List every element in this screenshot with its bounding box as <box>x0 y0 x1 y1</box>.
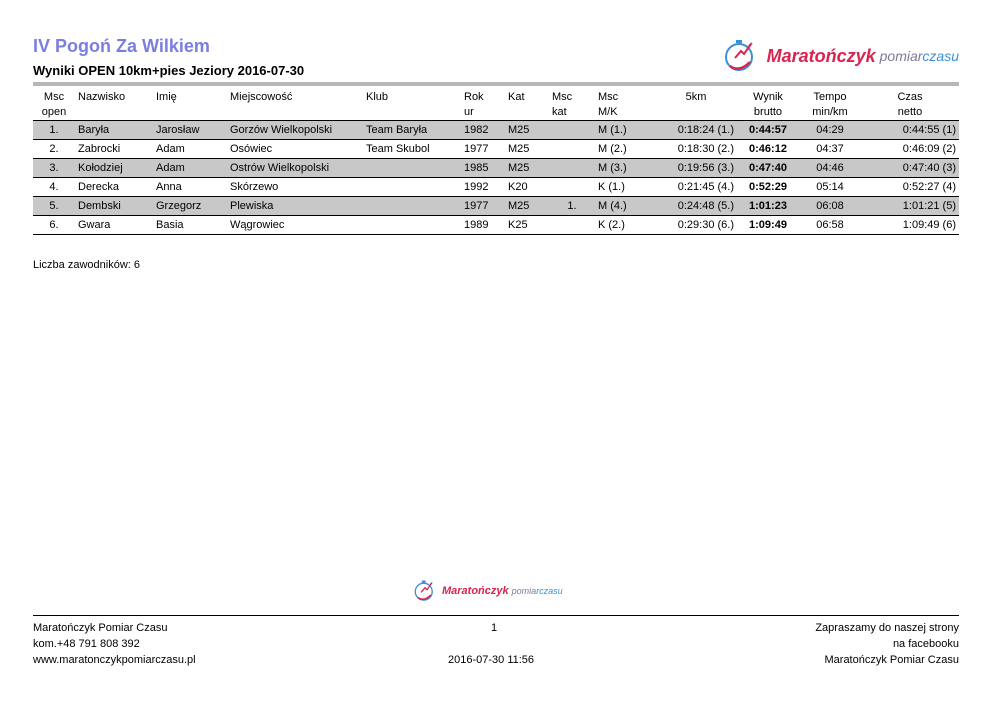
cell-birth-year: 1992 <box>464 181 489 193</box>
cell-category-place <box>549 121 595 140</box>
cell-gross-result: 0:52:29 <box>749 181 787 193</box>
table-row <box>33 197 959 216</box>
footer-invite-line: Zapraszamy do naszej strony <box>815 622 959 634</box>
cell-split-5km: 0:29:30 (6.) <box>677 219 734 231</box>
cell-gender-place: K (2.) <box>598 219 625 231</box>
cell-gross-result: 1:01:23 <box>749 200 787 212</box>
cell-place: 3. <box>49 162 59 174</box>
cell-pace: 04:29 <box>816 124 844 136</box>
cell-place: 4. <box>49 181 59 193</box>
column-header: Kat <box>508 91 525 103</box>
cell-place: 5. <box>49 200 59 212</box>
cell-club <box>363 178 461 197</box>
cell-split-5km: 0:24:48 (5.) <box>677 200 734 212</box>
column-header: Miejscowość <box>230 91 293 103</box>
cell-gross-result: 0:46:12 <box>749 143 787 155</box>
cell-club <box>363 216 461 235</box>
cell-club: Team Skubol <box>366 143 430 155</box>
results-table <box>33 88 959 235</box>
table-row <box>33 159 959 178</box>
cell-surname: Kołodziej <box>78 162 123 174</box>
page-subtitle: Wyniki OPEN 10km+pies Jeziory 2016-07-30 <box>33 63 305 78</box>
cell-gross-result: 0:44:57 <box>749 124 787 136</box>
stopwatch-icon <box>412 578 442 604</box>
cell-split-5km: 0:19:56 (3.) <box>677 162 734 174</box>
column-header: Czas netto <box>897 91 923 118</box>
table-row <box>33 216 959 235</box>
cell-category-place <box>549 216 595 235</box>
footer-facebook-line: na facebooku <box>892 638 959 650</box>
print-date: 2016-07-30 11:56 <box>448 654 535 666</box>
footer-company: Maratończyk Pomiar Czasu <box>33 622 168 634</box>
cell-category-place <box>549 178 595 197</box>
logo-text-pomiar: pomiar <box>879 48 923 64</box>
table-row <box>33 121 959 140</box>
cell-place: 2. <box>49 143 59 155</box>
cell-category-place <box>549 140 595 159</box>
cell-first-name: Grzegorz <box>156 200 202 212</box>
cell-gross-result: 0:47:40 <box>749 162 787 174</box>
page-number: 1 <box>491 622 498 634</box>
logo-text-main: Maratończyk <box>766 45 876 66</box>
cell-town: Osówiec <box>230 143 273 155</box>
cell-gender-place: M (1.) <box>598 124 627 136</box>
cell-net-time: 0:52:27 (4) <box>902 181 956 193</box>
cell-gender-place: M (2.) <box>598 143 627 155</box>
cell-town: Gorzów Wielkopolski <box>230 124 333 136</box>
footer-facebook-note <box>815 620 959 668</box>
cell-net-time: 1:01:21 (5) <box>902 200 956 212</box>
footer-phone: kom.+48 791 808 392 <box>33 638 140 650</box>
footer-brand-line: Maratończyk Pomiar Czasu <box>824 654 959 666</box>
cell-first-name: Jarosław <box>156 124 200 136</box>
cell-birth-year: 1977 <box>464 143 489 155</box>
cell-place: 6. <box>49 219 59 231</box>
cell-pace: 04:46 <box>816 162 844 174</box>
logo-text-main: Maratończyk <box>442 585 509 597</box>
cell-first-name: Adam <box>156 143 185 155</box>
cell-net-time: 1:09:49 (6) <box>902 219 956 231</box>
cell-club <box>363 159 461 178</box>
table-header-row <box>33 88 959 121</box>
footer-website: www.maratonczykpomiarczasu.pl <box>33 654 196 666</box>
cell-birth-year: 1985 <box>464 162 489 174</box>
cell-pace: 06:58 <box>816 219 844 231</box>
header-divider <box>33 82 959 86</box>
cell-surname: Baryła <box>78 124 110 136</box>
cell-gender-place: M (3.) <box>598 162 627 174</box>
cell-category: M25 <box>508 143 530 155</box>
cell-surname: Derecka <box>78 181 119 193</box>
cell-net-time: 0:47:40 (3) <box>902 162 956 174</box>
cell-first-name: Anna <box>156 181 182 193</box>
cell-pace: 05:14 <box>816 181 844 193</box>
cell-surname: Gwara <box>78 219 111 231</box>
column-header: Imię <box>156 91 177 103</box>
page-title: IV Pogoń Za Wilkiem <box>33 36 210 56</box>
cell-category: M25 <box>508 162 530 174</box>
column-header: Nazwisko <box>78 91 126 103</box>
cell-town: Ostrów Wielkopolski <box>230 162 330 174</box>
cell-first-name: Basia <box>156 219 184 231</box>
footer-divider <box>33 615 959 616</box>
logo-text-pomiar: pomiar <box>511 586 540 596</box>
column-header: Rok ur <box>464 91 484 118</box>
cell-town: Skórzewo <box>230 181 279 193</box>
column-header: Wynik brutto <box>753 91 783 118</box>
table-row <box>33 178 959 197</box>
cell-pace: 06:08 <box>816 200 844 212</box>
cell-gross-result: 1:09:49 <box>749 219 787 231</box>
cell-first-name: Adam <box>156 162 185 174</box>
brand-logo <box>721 38 959 74</box>
cell-category: K20 <box>508 181 528 193</box>
logo-text-czasu: czasu <box>539 586 563 596</box>
cell-split-5km: 0:18:24 (1.) <box>677 124 734 136</box>
cell-gender-place: M (4.) <box>598 200 627 212</box>
cell-net-time: 0:44:55 (1) <box>902 124 956 136</box>
cell-birth-year: 1982 <box>464 124 489 136</box>
cell-category: M25 <box>508 200 530 212</box>
cell-town: Wągrowiec <box>230 219 285 231</box>
cell-birth-year: 1977 <box>464 200 489 212</box>
cell-club <box>363 197 461 216</box>
cell-birth-year: 1989 <box>464 219 489 231</box>
cell-surname: Dembski <box>78 200 121 212</box>
cell-town: Plewiska <box>230 200 274 212</box>
cell-pace: 04:37 <box>816 143 844 155</box>
cell-category: K25 <box>508 219 528 231</box>
cell-split-5km: 0:21:45 (4.) <box>677 181 734 193</box>
cell-club: Team Baryła <box>366 124 428 136</box>
cell-category-place: 1. <box>567 200 577 212</box>
footer-logo <box>412 578 563 604</box>
footer-contact <box>33 620 196 668</box>
cell-gender-place: K (1.) <box>598 181 625 193</box>
column-header: Klub <box>366 91 389 103</box>
table-row <box>33 140 959 159</box>
participant-count: Liczba zawodników: 6 <box>33 259 141 271</box>
column-header: 5km <box>685 91 707 103</box>
cell-net-time: 0:46:09 (2) <box>902 143 956 155</box>
cell-split-5km: 0:18:30 (2.) <box>677 143 734 155</box>
column-header: Tempo min/km <box>812 91 848 118</box>
cell-category-place <box>549 159 595 178</box>
column-header: Msc M/K <box>598 91 619 118</box>
logo-text-czasu: czasu <box>922 48 959 64</box>
cell-surname: Zabrocki <box>78 143 121 155</box>
column-header: Msc open <box>41 91 67 118</box>
stopwatch-icon <box>721 38 767 74</box>
column-header: Msc kat <box>552 91 573 118</box>
cell-category: M25 <box>508 124 530 136</box>
cell-place: 1. <box>49 124 59 136</box>
